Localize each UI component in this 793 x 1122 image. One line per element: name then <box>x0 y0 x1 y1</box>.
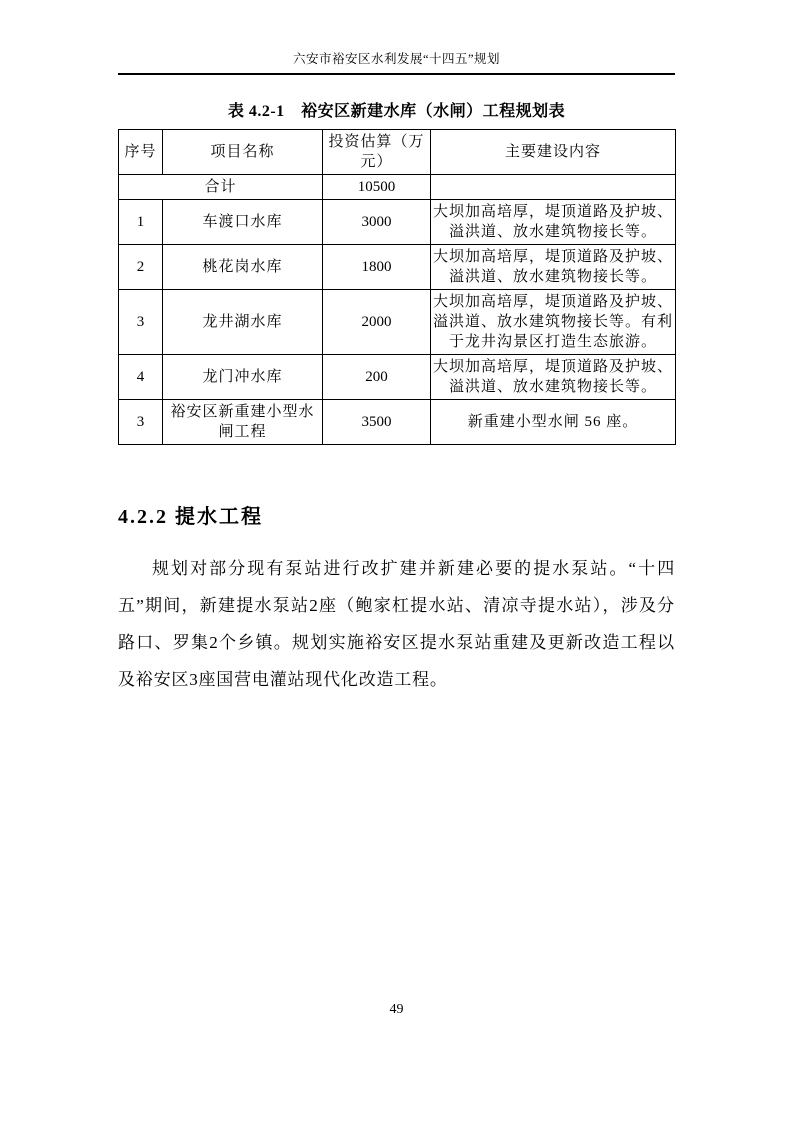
investment-cell: 1800 <box>323 245 431 290</box>
section-paragraph: 规划对部分现有泵站进行改扩建并新建必要的提水泵站。“十四五”期间，新建提水泵站2座（鲍家杠提水站、清凉寺提水站），涉及分路口、罗集2个乡镇。规划实施裕安区提水泵站重建及更新改造工程以及裕安区3座国营电灌站现代化改造工程。 <box>118 559 675 689</box>
project-name-cell: 龙井湖水库 <box>163 290 323 355</box>
summary-label-cell: 合计 <box>119 175 323 200</box>
table-row <box>119 355 676 400</box>
row-index-cell: 2 <box>119 245 163 290</box>
row-index-cell: 3 <box>119 290 163 355</box>
table-row <box>119 290 676 355</box>
investment-cell: 200 <box>323 355 431 400</box>
investment-cell: 2000 <box>323 290 431 355</box>
table-row <box>119 400 676 445</box>
summary-content-cell <box>431 175 676 200</box>
project-name-cell: 车渡口水库 <box>163 200 323 245</box>
summary-row <box>119 175 676 200</box>
project-name-cell: 桃花岗水库 <box>163 245 323 290</box>
page-content <box>118 0 675 698</box>
table-header-row <box>119 130 676 175</box>
row-index-cell: 4 <box>119 355 163 400</box>
section-heading: 4.2.2 提水工程 <box>118 506 263 528</box>
table-row <box>119 200 676 245</box>
column-header-main-content: 主要建设内容 <box>431 130 676 175</box>
investment-cell: 3000 <box>323 200 431 245</box>
column-header-investment: 投资估算（万元） <box>323 130 431 175</box>
row-index-cell: 1 <box>119 200 163 245</box>
main-content-cell: 大坝加高培厚，堤顶道路及护坡、溢洪道、放水建筑物接长等。 <box>431 200 676 245</box>
page-footer <box>0 1002 793 1018</box>
main-content-cell: 大坝加高培厚，堤顶道路及护坡、溢洪道、放水建筑物接长等。有利于龙井沟景区打造生态旅游。 <box>431 290 676 355</box>
page-number: 49 <box>389 1002 404 1017</box>
investment-cell: 3500 <box>323 400 431 445</box>
project-name-cell: 龙门冲水库 <box>163 355 323 400</box>
project-name-cell: 裕安区新重建小型水闸工程 <box>163 400 323 445</box>
reservoir-plan-table <box>118 129 676 445</box>
column-header-project-name: 项目名称 <box>163 130 323 175</box>
page-header <box>118 52 675 75</box>
summary-investment-cell: 10500 <box>323 175 431 200</box>
table-caption: 表 4.2-1 裕安区新建水库（水闸）工程规划表 <box>227 103 566 120</box>
main-content-cell: 大坝加高培厚，堤顶道路及护坡、溢洪道、放水建筑物接长等。 <box>431 355 676 400</box>
running-head-title: 六安市裕安区水利发展“十四五”规划 <box>292 52 501 66</box>
main-content-cell: 新重建小型水闸 56 座。 <box>431 400 676 445</box>
row-index-cell: 3 <box>119 400 163 445</box>
main-content-cell: 大坝加高培厚，堤顶道路及护坡、溢洪道、放水建筑物接长等。 <box>431 245 676 290</box>
table-row <box>119 245 676 290</box>
column-header-index: 序号 <box>119 130 163 175</box>
